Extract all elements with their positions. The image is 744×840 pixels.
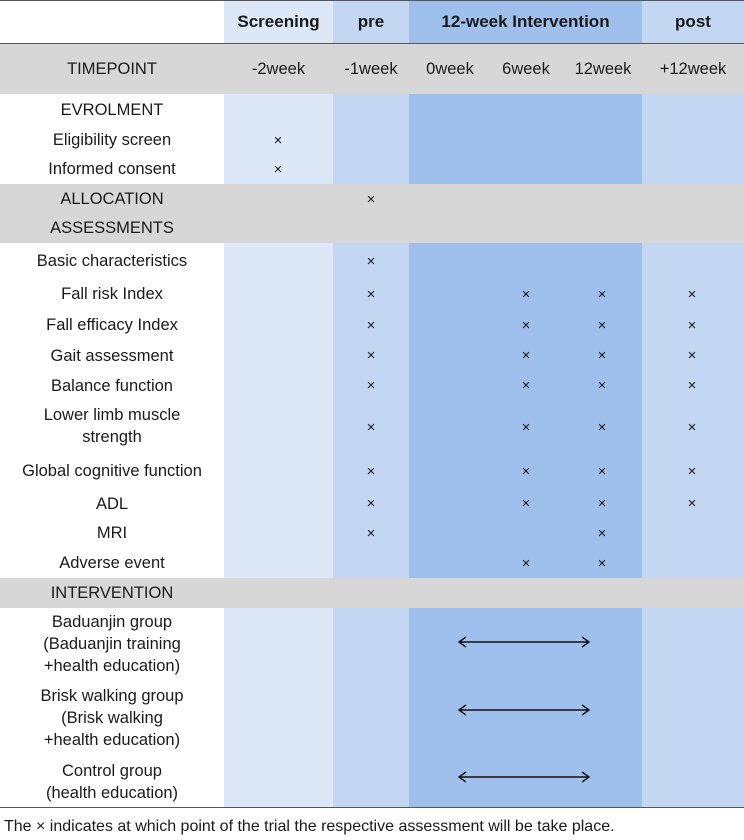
header-post: post xyxy=(675,12,711,31)
header-intervention: 12-week Intervention xyxy=(441,12,610,31)
mark: × xyxy=(366,495,376,512)
mark: × xyxy=(687,495,697,512)
mark: × xyxy=(366,525,376,542)
row-fall-risk: Fall risk Index xyxy=(61,285,163,303)
mark: × xyxy=(521,286,531,303)
timepoint-col-2: -1week xyxy=(344,59,398,78)
section-allocation: ALLOCATION xyxy=(60,190,164,208)
row-lower-limb-line2: strength xyxy=(82,428,142,446)
mark: × xyxy=(366,347,376,364)
post-column xyxy=(642,0,744,808)
double-arrow-icon xyxy=(457,704,591,716)
screening-column xyxy=(224,0,333,808)
group-baduanjin-line2: (Baduanjin training xyxy=(43,635,181,653)
row-consent: Informed consent xyxy=(48,160,176,178)
mark: × xyxy=(597,495,607,512)
mark: × xyxy=(597,555,607,572)
corner-cell xyxy=(0,0,224,44)
timepoint-col-1: -2week xyxy=(251,59,306,78)
mark: × xyxy=(366,377,376,394)
section-assessments: ASSESSMENTS xyxy=(50,219,174,237)
section-enrolment: EVROLMENT xyxy=(60,101,164,119)
group-control-line2: (health education) xyxy=(45,784,179,802)
mark: × xyxy=(273,132,283,149)
mark: × xyxy=(521,419,531,436)
mark: × xyxy=(687,317,697,334)
mark: × xyxy=(597,377,607,394)
mark: × xyxy=(366,317,376,334)
timepoint-col-5: 12week xyxy=(574,59,632,78)
mark: × xyxy=(521,555,531,572)
row-basic: Basic characteristics xyxy=(36,252,188,270)
double-arrow-icon xyxy=(457,636,591,648)
mark: × xyxy=(597,347,607,364)
mark: × xyxy=(687,347,697,364)
header-pre: pre xyxy=(357,12,385,31)
timepoint-col-6: +12week xyxy=(659,59,727,78)
group-control-line1: Control group xyxy=(62,762,162,780)
row-cognitive: Global cognitive function xyxy=(22,462,202,480)
pre-column xyxy=(333,0,409,808)
mark: × xyxy=(521,317,531,334)
group-baduanjin-line1: Baduanjin group xyxy=(51,613,173,631)
mark: × xyxy=(597,317,607,334)
group-brisk-line1: Brisk walking group xyxy=(40,687,184,705)
mark: × xyxy=(597,463,607,480)
header-screening: Screening xyxy=(237,12,320,31)
timepoint-label: TIMEPOINT xyxy=(67,60,157,78)
group-brisk-line2: (Brisk walking xyxy=(61,709,163,727)
row-balance: Balance function xyxy=(50,377,173,395)
mark: × xyxy=(366,419,376,436)
mark: × xyxy=(521,495,531,512)
mark: × xyxy=(597,525,607,542)
row-adverse: Adverse event xyxy=(59,554,165,572)
row-mri: MRI xyxy=(96,524,128,542)
mark: × xyxy=(597,286,607,303)
mark: × xyxy=(521,347,531,364)
timepoint-col-4: 6week xyxy=(502,59,550,78)
mark: × xyxy=(597,419,607,436)
row-fall-efficacy: Fall efficacy Index xyxy=(46,316,178,334)
mark: × xyxy=(366,253,376,270)
footnote: The × indicates at which point of the trial the respective assessment will be take place. xyxy=(4,818,615,835)
mark: × xyxy=(687,463,697,480)
row-gait: Gait assessment xyxy=(50,347,174,365)
row-eligibility: Eligibility screen xyxy=(52,131,172,149)
mark: × xyxy=(687,419,697,436)
mark: × xyxy=(521,377,531,394)
section-intervention: INTERVENTION xyxy=(50,584,174,602)
mark: × xyxy=(273,161,283,178)
row-adl: ADL xyxy=(95,495,129,513)
bottom-rule xyxy=(0,807,744,808)
group-brisk-line3: +health education) xyxy=(43,731,181,749)
timepoint-col-3: 0week xyxy=(426,59,474,78)
mark: × xyxy=(687,286,697,303)
intervention-column xyxy=(409,0,642,808)
mark: × xyxy=(366,286,376,303)
mark: × xyxy=(366,191,376,208)
double-arrow-icon xyxy=(457,771,591,783)
row-lower-limb-line1: Lower limb muscle xyxy=(43,406,181,424)
mark: × xyxy=(521,463,531,480)
mark: × xyxy=(366,463,376,480)
mark: × xyxy=(687,377,697,394)
group-baduanjin-line3: +health education) xyxy=(43,657,181,675)
